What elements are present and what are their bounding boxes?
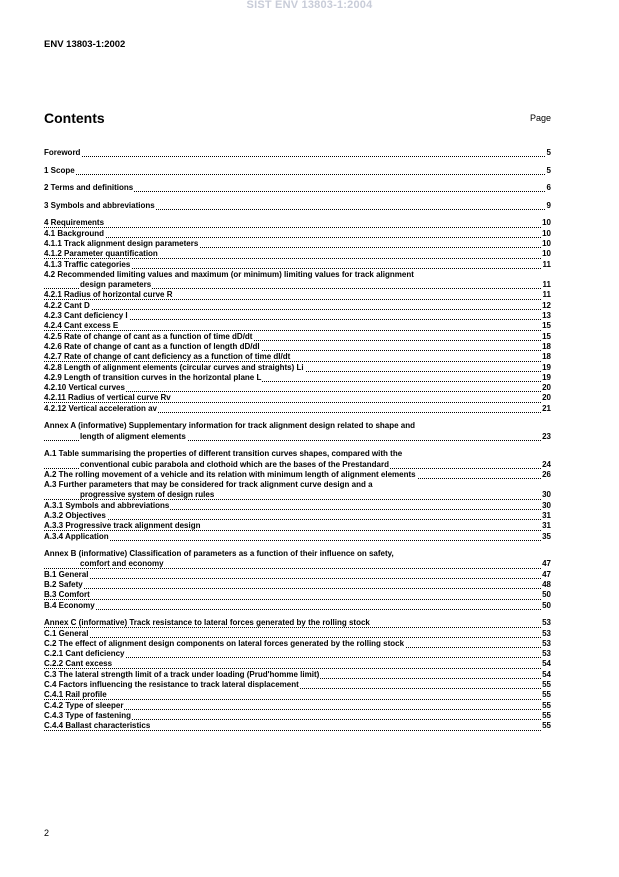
toc-entry-title: 4.2.4 Cant excess E: [44, 321, 119, 331]
toc-entry-title: 3 Symbols and abbreviations: [44, 200, 155, 210]
toc-entry-title: 1 Scope: [44, 165, 75, 175]
dot-leader: [44, 237, 551, 238]
toc-page-number: 48: [542, 580, 551, 590]
toc-entry-title: 4.2 Recommended limiting values and maximum (or minimum) limiting values for track alignment: [44, 269, 414, 279]
toc-page-number: 10: [542, 238, 551, 248]
toc-entry-title: 4.2.2 Cant D: [44, 300, 90, 310]
toc-entry-title-continued: comfort and economy: [80, 559, 164, 569]
toc-entry-title: Foreword: [44, 148, 81, 157]
toc-entry[interactable]: [44, 570, 551, 580]
toc-entry[interactable]: [44, 321, 551, 331]
toc-entry-title: 4 Requirements: [44, 218, 105, 228]
toc-entry-title: 4.1 Background: [44, 228, 105, 238]
toc-entry-title: 4.2.10 Vertical curves: [44, 383, 125, 393]
toc-page-number: 18: [542, 341, 551, 351]
watermark: SIST ENV 13803-1:2004: [246, 0, 373, 11]
toc-spacer: [44, 542, 551, 549]
toc-page-number: 15: [542, 331, 551, 341]
dot-leader: [44, 578, 551, 579]
page-number: 2: [44, 828, 50, 838]
toc-entry[interactable]: [44, 290, 551, 300]
toc-page-number: 10: [542, 249, 551, 259]
toc-page-number: 53: [542, 628, 551, 638]
dot-leader: [44, 174, 551, 175]
dot-leader: [44, 609, 551, 610]
toc-entry[interactable]: [44, 549, 551, 570]
dot-leader: [44, 330, 551, 331]
toc-entry-title: B.1 General: [44, 569, 89, 579]
toc-entry-title: 4.2.1 Radius of horizontal curve R: [44, 290, 173, 300]
toc-entry-title: 2 Terms and definitions: [44, 183, 134, 193]
toc-spacer: [44, 211, 551, 218]
toc-entry-title: A.3.4 Application: [44, 531, 109, 541]
toc-entry[interactable]: [44, 680, 551, 690]
toc-entry-title-continued: length of aligment elements: [80, 431, 186, 441]
toc-entry-title: A.3.3 Progressive track alignment design: [44, 521, 201, 531]
toc-entry[interactable]: [44, 270, 551, 291]
toc-page-number: 20: [542, 393, 551, 403]
toc-entry-title: A.1 Table summarising the properties of different transition curves shapes, compared with the: [44, 449, 403, 459]
toc-entry-title: C.2.2 Cant excess: [44, 659, 113, 669]
toc-page-number: 55: [542, 690, 551, 700]
toc-entry[interactable]: [44, 352, 551, 362]
toc-entry-title: 4.1.2 Parameter quantification: [44, 249, 158, 259]
toc-page-number: 19: [542, 362, 551, 372]
toc-page-number: 35: [542, 531, 551, 541]
toc-entry[interactable]: [44, 218, 551, 228]
toc-page-number: 19: [542, 372, 551, 382]
toc-entry-title: C.4.1 Rail profile: [44, 690, 107, 700]
toc-entry[interactable]: [44, 393, 551, 403]
toc-page-number: 47: [542, 569, 551, 579]
toc-page-number: 31: [542, 521, 551, 531]
toc-entry-title: A.2 The rolling movement of a vehicle and its relation with minimum length of alignment elements: [44, 469, 416, 479]
toc-entry-title: Annex C (informative) Track resistance to lateral forces generated by the rolling stock: [44, 618, 370, 628]
toc-entry-title: C.2.1 Cant deficiency: [44, 649, 125, 659]
toc-page-number: 55: [542, 680, 551, 690]
toc-entry-title: 4.2.12 Vertical acceleration av: [44, 403, 157, 413]
toc-entry-title: A.3.1 Symbols and abbreviations: [44, 500, 170, 510]
toc-entry-title: 4.2.5 Rate of change of cant as a function of time dD/dt: [44, 331, 253, 341]
toc-entry-title: 4.1.3 Traffic categories: [44, 259, 131, 269]
toc-entry[interactable]: [44, 148, 551, 158]
toc-spacer: [44, 158, 551, 165]
toc-page-number: 55: [542, 721, 551, 731]
dot-leader: [44, 540, 551, 541]
toc-page-number: 20: [542, 383, 551, 393]
toc-page-number: 50: [542, 590, 551, 600]
toc-entry[interactable]: [44, 601, 551, 611]
toc-entry[interactable]: [44, 383, 551, 393]
toc-entry-title: C.4.4 Ballast characteristics: [44, 721, 151, 731]
toc-entry[interactable]: [44, 260, 551, 270]
toc-page-number: 9: [546, 200, 551, 210]
toc-entry-title: 4.2.3 Cant deficiency I: [44, 311, 128, 321]
toc-page-number: 30: [542, 500, 551, 510]
toc-entry[interactable]: [44, 690, 551, 700]
toc-entry-title: A.3 Further parameters that may be considered for track alignment curve design and a: [44, 480, 373, 490]
toc-entry-title: B.4 Economy: [44, 600, 95, 610]
document-id: ENV 13803-1:2002: [44, 39, 126, 50]
dot-leader: [44, 588, 551, 589]
toc-page-number: 15: [542, 321, 551, 331]
toc-entry-title: C.2 The effect of alignment design components on lateral forces generated by the rolling stock: [44, 638, 405, 648]
toc-page-number: 11: [542, 259, 551, 269]
toc-entry-title: C.4.2 Type of sleeper: [44, 700, 124, 710]
toc-page-number: 10: [542, 228, 551, 238]
page-column-label: Page: [529, 113, 551, 123]
toc-page-number: 24: [542, 459, 551, 469]
toc-entry[interactable]: [44, 701, 551, 711]
toc-entry-title: 4.2.11 Radius of vertical curve Rv: [44, 393, 171, 403]
toc-page-number: 21: [542, 403, 551, 413]
toc-entry[interactable]: [44, 511, 551, 521]
toc-page-number: 50: [542, 600, 551, 610]
dot-leader: [44, 637, 551, 638]
toc-entry-title: 4.2.7 Rate of change of cant deficiency as a function of time dI/dt: [44, 352, 291, 362]
toc-page-number: 53: [542, 638, 551, 648]
toc-page-number: 53: [542, 618, 551, 628]
toc-page-number: 54: [542, 669, 551, 679]
toc-page-number: 55: [542, 710, 551, 720]
toc-entry-title: 4.2.8 Length of alignment elements (circular curves and straights) Li: [44, 362, 304, 372]
toc-entry[interactable]: [44, 659, 551, 669]
toc-page-number: 47: [542, 559, 551, 569]
toc-page-number: 5: [546, 165, 551, 175]
toc-entry[interactable]: [44, 311, 551, 321]
toc-entry[interactable]: [44, 363, 551, 373]
dot-leader: [44, 156, 551, 157]
toc-entry[interactable]: [44, 373, 551, 383]
toc-page-number: 55: [542, 700, 551, 710]
toc-page-number: 53: [542, 649, 551, 659]
toc-page-number: 18: [542, 352, 551, 362]
toc-entry-title: 4.2.6 Rate of change of cant as a function of length dD/dl: [44, 341, 260, 351]
toc-spacer: [44, 442, 551, 449]
toc-entry-title-continued: conventional cubic parabola and clothoid which are the bases of the Prestandard: [80, 459, 389, 469]
toc-entry[interactable]: [44, 183, 551, 193]
dot-leader: [44, 699, 551, 700]
toc-entry[interactable]: [44, 404, 551, 414]
toc-entry-title: A.3.2 Objectives: [44, 510, 106, 520]
toc-entry-title: C.4 Factors influencing the resistance to track lateral displacement: [44, 680, 299, 690]
toc-page-number: 30: [542, 490, 551, 500]
page-title: Contents: [44, 110, 105, 126]
toc-page-number: 5: [546, 148, 551, 157]
toc-page-number: 12: [542, 300, 551, 310]
toc-entry[interactable]: [44, 470, 551, 480]
toc-entry[interactable]: [44, 649, 551, 659]
toc-entry[interactable]: [44, 711, 551, 721]
toc-entry[interactable]: [44, 201, 551, 211]
dot-leader: [44, 599, 551, 600]
toc-page-number: 11: [542, 290, 551, 300]
toc-entry-title: C.3 The lateral strength limit of a track under loading (Prud'homme limit): [44, 669, 320, 679]
toc-entry-title: Annex B (informative) Classification of parameters as a function of their influence on safety,: [44, 549, 394, 559]
toc-page-number: 13: [542, 311, 551, 321]
toc-entry[interactable]: [44, 521, 551, 531]
toc-entry[interactable]: [44, 480, 551, 501]
toc-entry[interactable]: [44, 590, 551, 600]
dot-leader: [44, 668, 551, 669]
dot-leader: [44, 227, 551, 228]
toc-page-number: 26: [542, 469, 551, 479]
table-of-contents: [44, 148, 551, 732]
toc-page-number: 11: [542, 280, 551, 290]
toc-entry-title: C.1 General: [44, 628, 89, 638]
toc-entry-title: 4.2.9 Length of transition curves in the horizontal plane L: [44, 372, 262, 382]
toc-page-number: 23: [542, 431, 551, 441]
toc-entry[interactable]: [44, 721, 551, 731]
dot-leader: [44, 309, 551, 310]
toc-entry-title: B.3 Comfort: [44, 590, 90, 600]
toc-entry[interactable]: [44, 229, 551, 239]
toc-entry[interactable]: [44, 629, 551, 639]
toc-page-number: 31: [542, 510, 551, 520]
toc-entry[interactable]: [44, 532, 551, 542]
toc-page-number: 54: [542, 659, 551, 669]
toc-spacer: [44, 414, 551, 421]
toc-entry-title-continued: design parameters: [80, 280, 152, 290]
toc-spacer: [44, 193, 551, 200]
toc-entry[interactable]: [44, 421, 551, 442]
toc-entry-title-continued: progressive system of design rules: [80, 490, 215, 500]
toc-entry[interactable]: [44, 501, 551, 511]
toc-entry[interactable]: [44, 342, 551, 352]
toc-page-number: 10: [542, 218, 551, 228]
toc-entry-title: 4.1.1 Track alignment design parameters: [44, 238, 199, 248]
toc-entry[interactable]: [44, 166, 551, 176]
toc-entry-title: Annex A (informative) Supplementary information for track alignment design related to shape and: [44, 421, 416, 431]
toc-entry[interactable]: [44, 639, 551, 649]
toc-entry-title: B.2 Safety: [44, 580, 83, 590]
toc-entry[interactable]: [44, 670, 551, 680]
toc-entry[interactable]: [44, 618, 551, 628]
toc-entry[interactable]: [44, 301, 551, 311]
toc-page-number: 6: [546, 183, 551, 193]
toc-entry-title: C.4.3 Type of fastening: [44, 710, 131, 720]
toc-entry[interactable]: [44, 580, 551, 590]
toc-entry[interactable]: [44, 249, 551, 259]
toc-entry[interactable]: [44, 332, 551, 342]
toc-entry[interactable]: [44, 449, 551, 470]
toc-entry[interactable]: [44, 239, 551, 249]
